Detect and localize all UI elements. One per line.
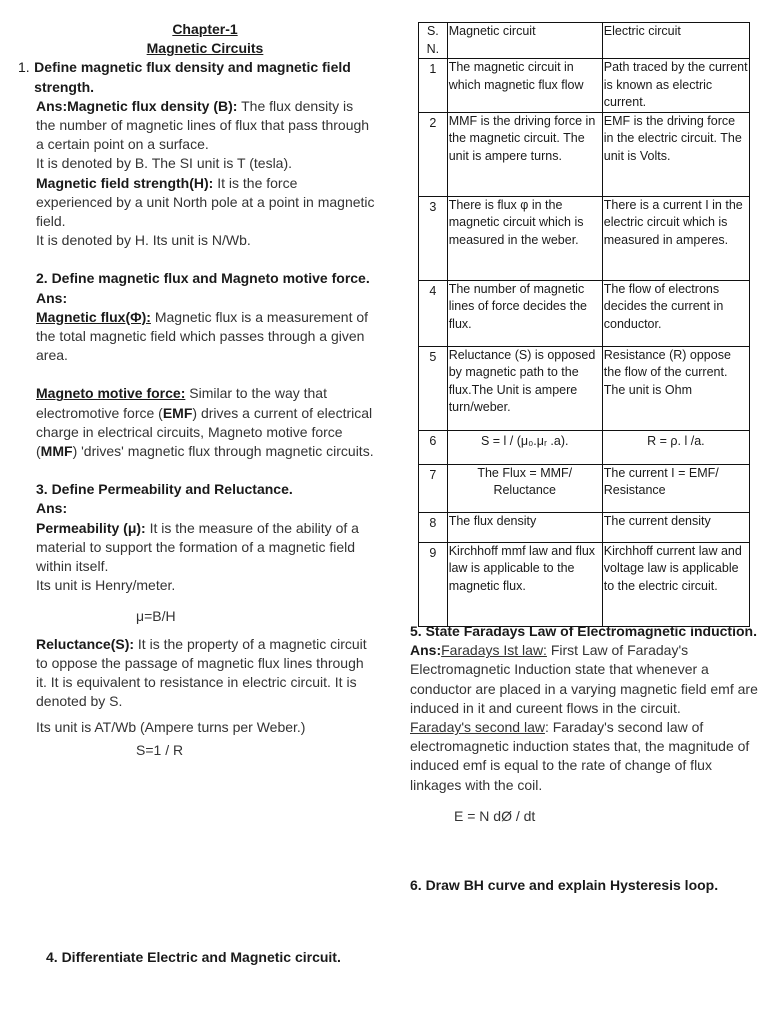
row-electric: The flow of electrons decides the current in conductor. bbox=[602, 280, 749, 346]
q1-h-text2: It is denoted by H. Its unit is N/Wb. bbox=[36, 232, 251, 249]
left-column bbox=[18, 20, 376, 965]
question-3 bbox=[18, 480, 376, 760]
q2-question: 2. Define magnetic flux and Magneto motive force. bbox=[36, 270, 370, 287]
q1-ans-label: Ans:Magnetic flux density (B): bbox=[36, 97, 238, 114]
q3-perm-unit: Its unit is Henry/meter. bbox=[36, 577, 176, 594]
right-column-text bbox=[410, 622, 760, 895]
row-sn: 8 bbox=[419, 512, 448, 542]
q3-rel-label: Reluctance(S): bbox=[36, 635, 135, 652]
header-electric: Electric circuit bbox=[602, 23, 749, 59]
q5-equation: E = N dØ / dt bbox=[454, 807, 536, 824]
q3-perm-label: Permeability (μ): bbox=[36, 519, 146, 536]
row-electric: Path traced by the current is known as electric current. bbox=[602, 59, 749, 113]
q5-second-text: : Faraday's second law of electromagnetic induction states that, the magnitude of induced emf is equal to the rate of change of flux linkages with the coil. bbox=[410, 719, 750, 793]
row-sn: 4 bbox=[419, 280, 448, 346]
q2-ans: Ans: bbox=[36, 289, 68, 306]
row-sn: 5 bbox=[419, 346, 448, 430]
row-electric: Kirchhoff current law and voltage law is applicable to the electric circuit. bbox=[602, 542, 749, 626]
row-electric: There is a current I in the electric circuit which is measured in amperes. bbox=[602, 196, 749, 280]
q1-h-text: It is the force experienced by a unit North pole at a point in magnetic field. bbox=[36, 174, 375, 230]
row-sn: 1 bbox=[419, 59, 448, 113]
row-magnetic: The number of magnetic lines of force decides the flux. bbox=[447, 280, 602, 346]
q5-first-label: Faradays Ist law: bbox=[441, 642, 547, 659]
table-row bbox=[419, 59, 750, 113]
q5-question: 5. State Faradays Law of Electromagnetic induction. bbox=[410, 623, 757, 639]
row-electric: R = ρ. l /a. bbox=[602, 430, 749, 464]
row-magnetic: The Flux = MMF/ Reluctance bbox=[447, 464, 602, 512]
row-magnetic: MMF is the driving force in the magnetic circuit. The unit is ampere turns. bbox=[447, 112, 602, 196]
q3-rel-equation: S=1 / R bbox=[136, 741, 184, 758]
q1-ans-text: The flux density is the number of magnetic lines of flux that pass through a certain point on a surface. bbox=[36, 97, 370, 153]
q2-flux-label: Magnetic flux(Φ): bbox=[36, 308, 151, 325]
row-magnetic: The flux density bbox=[447, 512, 602, 542]
page-title: Magnetic Circuits bbox=[146, 40, 264, 57]
q3-question: 3. Define Permeability and Reluctance. bbox=[36, 481, 293, 498]
row-sn: 3 bbox=[419, 196, 448, 280]
row-electric: The current I = EMF/ Resistance bbox=[602, 464, 749, 512]
table-row bbox=[419, 196, 750, 280]
q2-mmf-text-c: ) 'drives' magnetic flux through magnetic circuits. bbox=[72, 443, 374, 460]
q3-rel-unit: Its unit is AT/Wb (Ampere turns per Weber.) bbox=[36, 718, 306, 735]
q1-ans-text2: It is denoted by B. The SI unit is T (tesla). bbox=[36, 155, 293, 172]
row-magnetic: The magnetic circuit in which magnetic flux flow bbox=[447, 59, 602, 113]
table-row bbox=[419, 280, 750, 346]
q1-number: 1. bbox=[18, 59, 30, 76]
row-magnetic: Kirchhoff mmf law and flux law is applicable to the magnetic flux. bbox=[447, 542, 602, 626]
row-electric: Resistance (R) oppose the flow of the current. The unit is Ohm bbox=[602, 346, 749, 430]
q4-question: 4. Differentiate Electric and Magnetic circuit. bbox=[46, 949, 341, 965]
question-1 bbox=[18, 58, 376, 96]
q1-answer bbox=[18, 97, 376, 251]
row-sn: 9 bbox=[419, 542, 448, 626]
table-row bbox=[419, 512, 750, 542]
q3-rel-text: It is the property of a magnetic circuit to oppose the passage of magnetic flux lines through it. It is equivalent to resistance in electric circuit. It is denoted by S. bbox=[36, 635, 367, 710]
header-sn: S. N. bbox=[419, 23, 448, 59]
q6-question: 6. Draw BH curve and explain Hysteresis loop. bbox=[410, 877, 719, 894]
header-magnetic: Magnetic circuit bbox=[447, 23, 602, 59]
q1-question: Define magnetic flux density and magnetic field strength. bbox=[34, 59, 351, 95]
q3-perm-text: It is the measure of the ability of a material to support the formation of a magnetic field within itself. bbox=[36, 519, 359, 575]
q2-mmf-text-a: Similar to the way that electromotive force ( bbox=[36, 385, 327, 421]
row-sn: 2 bbox=[419, 112, 448, 196]
q2-mmf-label: Magneto motive force: bbox=[36, 385, 186, 402]
row-magnetic: S = l / (μ₀.μᵣ .a). bbox=[447, 430, 602, 464]
row-electric: The current density bbox=[602, 512, 749, 542]
row-magnetic: There is flux φ in the magnetic circuit which is measured in the weber. bbox=[447, 196, 602, 280]
row-electric: EMF is the driving force in the electric circuit. The unit is Volts. bbox=[602, 112, 749, 196]
chapter-label: Chapter-1 bbox=[172, 21, 238, 37]
q5-first-text: First Law of Faraday's Electromagnetic Induction state that whenever a conductor are placed in a varying magnetic field emf are induced in it and cureent flows in the circuit. bbox=[410, 642, 758, 716]
table-header-row bbox=[419, 23, 750, 59]
row-sn: 7 bbox=[419, 464, 448, 512]
q1-h-label: Magnetic field strength(H): bbox=[36, 174, 214, 191]
row-magnetic: Reluctance (S) is opposed by magnetic path to the flux.The Unit is ampere turn/weber. bbox=[447, 346, 602, 430]
q5-second-label: Faraday's second law bbox=[410, 719, 545, 736]
row-sn: 6 bbox=[419, 430, 448, 464]
table-row bbox=[419, 346, 750, 430]
table-row bbox=[419, 112, 750, 196]
table-row bbox=[419, 464, 750, 512]
q3-perm-equation: μ=B/H bbox=[136, 608, 176, 625]
q2-mmf-mmf: MMF bbox=[40, 443, 73, 460]
table-row bbox=[419, 430, 750, 464]
question-2 bbox=[18, 269, 376, 461]
table-row bbox=[419, 542, 750, 626]
q3-ans: Ans: bbox=[36, 500, 68, 517]
comparison-table bbox=[418, 22, 750, 627]
q2-mmf-text-b: ) drives a current of electrical charge in electrical circuits, Magneto motive force ( bbox=[36, 404, 373, 460]
q2-mmf-emf: EMF bbox=[162, 404, 193, 421]
q5-ans: Ans: bbox=[410, 642, 442, 659]
q2-flux-text: Magnetic flux is a measurement of the total magnetic field which passes through a given area. bbox=[36, 308, 369, 364]
